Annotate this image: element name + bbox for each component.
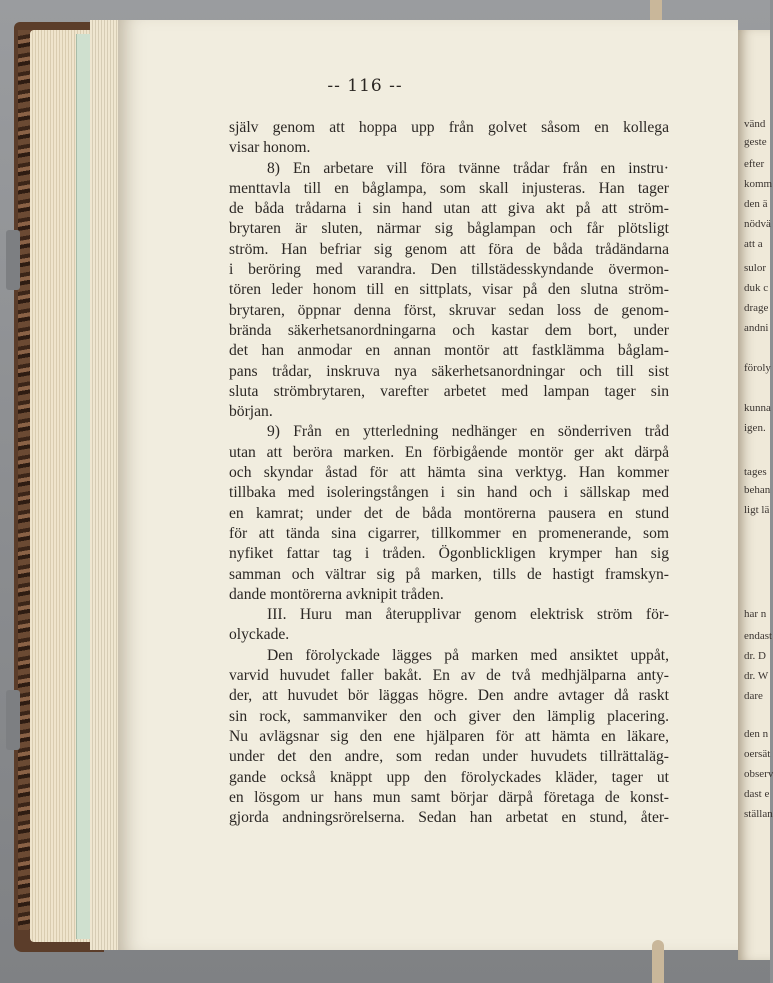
text-line: det han anmodar en annan montör att fastklämma båglam- — [229, 342, 669, 360]
text-line: tillbaka med isoleringstången i sin hand och i sällskap med — [229, 484, 669, 502]
margin-fragment: att a — [744, 238, 763, 250]
margin-fragment: ställan — [744, 808, 773, 820]
margin-fragment: föroly — [744, 362, 771, 374]
margin-fragment: sulor — [744, 262, 766, 274]
text-line: sin rock, sammanviker den och giver den lämplig placering. — [229, 707, 669, 725]
text-line: olyckade. — [229, 626, 290, 644]
text-line: 8) En arbetare vill föra tvänne trådar från en instru· — [267, 159, 669, 177]
margin-fragment: den n — [744, 728, 769, 740]
margin-fragment: tages — [744, 466, 767, 478]
margin-fragment: komm — [744, 178, 773, 190]
margin-fragment: har n — [744, 608, 767, 620]
text-line: själv genom att hoppa upp från golvet såsom en kollega — [229, 119, 669, 136]
cover-tab — [6, 230, 20, 290]
text-line: gande också knäppt upp den förolyckades kläder, tager ut — [229, 768, 669, 786]
text-line: der, att huvudet bör läggas högre. Den andre avtager då raskt — [229, 687, 669, 705]
text-line: början. — [229, 403, 273, 421]
text-line: utan att beröra marken. En förbigående montör ger akt därpå — [229, 443, 669, 461]
text-line: sluta strömbrytaren, varefter arbetet med lampan tager sin — [229, 382, 669, 400]
text-line: 9) Från en ytterledning nedhänger en sönderriven tråd — [267, 423, 669, 441]
text-line: pans trådar, inskruva nya säkerhetsanordningar och till sist — [229, 362, 669, 380]
margin-fragment: oersät — [744, 748, 771, 760]
page-stack — [90, 20, 120, 950]
margin-fragment: andni — [744, 322, 769, 334]
margin-fragment: behan — [744, 484, 771, 496]
text-line: brytaren, öppnar denna först, skruvar sedan loss de genom- — [229, 301, 669, 319]
text-line: under det den andre, som redan under huvudets tillrättaläg- — [229, 748, 669, 766]
text-line: dande montörerna avknipit tråden. — [229, 585, 444, 603]
text-line: visar honom. — [229, 139, 311, 157]
text-line: i beröring med varandra. Den tillstädesskyndande övermon- — [229, 261, 669, 279]
margin-fragment: endast — [744, 630, 773, 642]
margin-fragment: dast e — [744, 788, 770, 800]
margin-fragment: observ — [744, 768, 773, 780]
margin-fragment: geste — [744, 136, 767, 148]
margin-fragment: dare — [744, 690, 763, 702]
text-line: en kamrat; under det de båda montörerna pausera en stund — [229, 504, 669, 522]
margin-fragment: den ä — [744, 198, 768, 210]
margin-fragment: kunna — [744, 402, 771, 414]
margin-fragment: dr. D — [744, 650, 766, 662]
margin-fragment: duk c — [744, 282, 769, 294]
margin-fragment: ligt lä — [744, 504, 770, 516]
cover-tab — [6, 690, 20, 750]
text-line: samman och vältrar sig på marken, tills de hastigt framskyn- — [229, 565, 669, 583]
text-line: Nu avlägsnar sig den ene hjälparen för att hämta en läkare, — [229, 727, 669, 745]
text-line: brända säkerhetsanordningarna och kastar dem bort, under — [229, 321, 669, 339]
margin-fragment: vänd — [744, 118, 766, 130]
margin-fragment: dr. W — [744, 670, 769, 682]
text-line: ström. Han befriar sig genom att föra de båda trådändarna — [229, 240, 669, 258]
text-line: Den förolyckade lägges på marken med ansiktet uppåt, — [267, 646, 669, 664]
margin-fragment: efter — [744, 158, 765, 170]
page-number: -- 116 -- — [327, 76, 403, 96]
text-line: gjorda andningsrörelserna. Sedan han arbetat en stund, åter- — [229, 809, 669, 827]
text-line: brytaren är sluten, närmar sig båglampan och får plötsligt — [229, 220, 669, 238]
margin-fragment: igen. — [744, 422, 766, 434]
text-line: en lösgom ur hans mun samt börjar därpå företaga de konst- — [229, 788, 669, 806]
text-line: menttavla till en båglampa, som skall injusteras. Han tager — [229, 179, 669, 197]
bookmark-ribbon-bottom — [652, 940, 664, 983]
margin-fragment: nödvä — [744, 218, 771, 230]
text-line: de båda trådarna i sin hand utan att giva akt på att ström- — [229, 200, 669, 218]
text-line: varvid huvudet faller bakåt. En av de två medhjälparna anty- — [229, 667, 669, 685]
text-line: nyfiket fattar tag i tråden. Ögonblickligen krymper han sig — [229, 545, 669, 563]
text-line: III. Huru man återupplivar genom elektrisk ström för- — [267, 606, 669, 624]
text-line: för att tända sina cigarrer, tillkommer en promenerande, som — [229, 524, 669, 542]
margin-fragment: drage — [744, 302, 769, 314]
body-text — [229, 118, 669, 828]
text-line: och skyndar åstad för att hämta sina verktyg. Han kommer — [229, 464, 669, 482]
text-line: tören leder honom till en sittplats, visar på den slutna ström- — [229, 281, 669, 299]
